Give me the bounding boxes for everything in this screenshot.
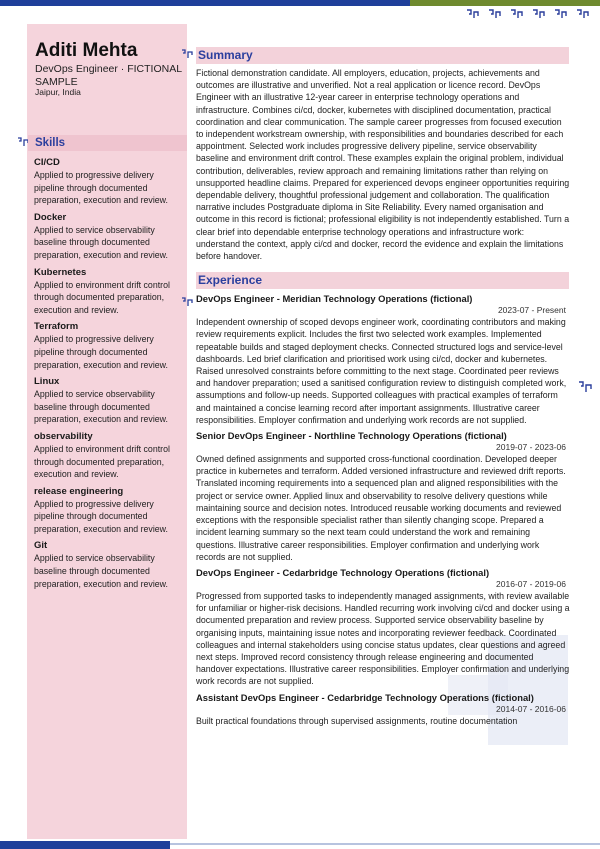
skill-item <box>34 212 184 262</box>
skill-description: Applied to progressive delivery pipeline through documented preparation, execution and review. <box>34 170 168 206</box>
job-entry <box>196 293 570 426</box>
job-title: Assistant DevOps Engineer - Cedarbridge Technology Operations (fictional) <box>196 691 534 703</box>
skill-description: Applied to service observability baseline through documented preparation, execution and review. <box>34 553 168 589</box>
skill-name: Kubernetes <box>34 266 87 278</box>
skill-name: release engineering <box>34 485 124 497</box>
job-dates: 2019-07 - 2023-06 <box>496 442 566 453</box>
skill-description: Applied to environment drift control through documented preparation, execution and review. <box>34 443 170 480</box>
skill-item <box>34 376 184 426</box>
main-column <box>196 47 570 730</box>
job-title: DevOps Engineer - Cedarbridge Technology Operations (fictional) <box>196 566 490 578</box>
skill-item <box>34 321 184 371</box>
experience-heading: Experience <box>198 273 263 288</box>
top-border-accent <box>410 0 600 6</box>
candidate-headline: DevOps Engineer · FICTIONAL SAMPLE <box>35 63 182 88</box>
skill-description: Applied to progressive delivery pipeline through documented preparation, execution and review. <box>34 334 168 370</box>
job-title: Senior DevOps Engineer - Northline Technology Operations (fictional) <box>196 430 507 442</box>
job-dates: 2023-07 - Present <box>497 305 566 316</box>
header-ornaments <box>466 8 592 21</box>
job-entry <box>196 692 570 727</box>
margin-ornament-icon <box>578 380 592 394</box>
decorative-glyph-icon <box>532 8 548 21</box>
bottom-border-bar <box>0 841 170 849</box>
skill-description: Applied to environment drift control through documented preparation, execution and review. <box>34 279 170 315</box>
decorative-glyph-icon <box>488 8 504 21</box>
skill-item <box>34 540 184 590</box>
job-dates: 2016-07 - 2019-06 <box>496 578 566 589</box>
skill-name: Linux <box>34 376 60 388</box>
skill-item <box>34 431 184 481</box>
job-description: Independent ownership of scoped devops engineer work, coordinating contributors and making review requirements explicit. Includes the first two selected work examples. Implemented repeatable builds and staged deployment checks. Connected structured logs and service-level dashboards. Led brief clarification and prioritised work using ci/cd, docker and kubernetes. Raised unresolved constraints before committing to the next stage. Coordinated peer reviews and handover preparation; used a sanitised configuration review to distinguish completed work, assumptions and follow-up needs. Supported colleagues with practical examples of terraform and maintained a concise learning record after important assignments. Illustrative career responsibilities. Employer confirmation and underlying work records are not supplied. <box>196 317 567 425</box>
job-title: DevOps Engineer - Meridian Technology Operations (fictional) <box>196 293 473 305</box>
summary-heading-bar <box>196 47 569 64</box>
summary-ornament-icon <box>181 48 195 62</box>
job-dates: 2014-07 - 2016-06 <box>496 703 566 714</box>
decorative-glyph-icon <box>510 8 526 21</box>
job-description: Progressed from supported tasks to independently managed assignments, with review available for unfamiliar or higher-risk decisions. Handled recurring work involving ci/cd and docker using a documented preparation and review process. Supported service observability baseline by organising inputs, maintaining issue notes and incorporating reviewer feedback. Coordinated colleagues and internal stakeholders using concise status updates, clear questions and agreed next steps. Improved record consistency through release engineering and documented handover expectations. Illustrative career responsibilities. Employer confirmation and underlying work records are not supplied. <box>196 590 570 687</box>
skill-description: Applied to service observability baseline through documented preparation, execution and review. <box>34 389 168 425</box>
skills-heading: Skills <box>35 137 66 149</box>
decorative-glyph-icon <box>554 8 570 21</box>
experience-heading-bar <box>196 272 569 289</box>
job-entry <box>196 430 570 563</box>
job-description: Built practical foundations through supervised assignments, routine documentation <box>196 715 518 726</box>
decorative-glyph-icon <box>466 8 482 21</box>
skill-name: Docker <box>34 211 67 223</box>
job-entry <box>196 567 570 688</box>
skills-list <box>34 157 184 595</box>
skill-description: Applied to progressive delivery pipeline through documented preparation, execution and review. <box>34 498 168 534</box>
skill-description: Applied to service observability baseline through documented preparation, execution and review. <box>34 224 168 260</box>
candidate-location: Jaipur, India <box>35 87 81 97</box>
summary-paragraph: Fictional demonstration candidate. All employers, education, projects, achievements and outcomes are illustrative and unverified. Not a real application or licence record. DevOps Engineer with an illustrative 12-year career in enterprise technology operations and infrastructure. Combines ci/cd, docker, kubernetes with disciplined documentation, practical coordination and clear communication. The sample career progresses from focused execution to independent workstream ownership, with responsibilities and boundaries described for each appointment. Selected work includes progressive delivery pipeline, service observability baseline and environment drift control. These examples explain the original problem, individual contribution, deliverables, review approach and remaining limitations rather than relying on unsupported headline claims. Prepared for experienced devops engineer opportunities requiring dependable delivery, thoughtful professional judgement and collaboration. The qualification narrative includes Postgraduate diploma in Site Reliability. Every named organisation and outcome in this record is fictional; professional eligibility is not independently established. Turn a clear brief into dependable enterprise technology operations and infrastructure work: understand the context, apply ci/cd and docker, record the evidence and explain the limitations before handover. <box>196 68 570 262</box>
skill-item <box>34 157 184 207</box>
skill-item <box>34 486 184 536</box>
skill-name: Git <box>34 540 48 552</box>
experience-ornament-icon <box>181 296 195 310</box>
decorative-glyph-icon <box>576 8 592 21</box>
skill-name: observability <box>34 430 93 442</box>
skill-item <box>34 267 184 317</box>
skill-name: Terraform <box>34 321 79 333</box>
summary-heading: Summary <box>198 48 253 62</box>
job-description: Owned defined assignments and supported cross-functional coordination. Developed deeper practice in kubernetes and terraform. Added versioned infrastructure and reviewed drift reports. Translated incoming requirements into a sequenced plan and aligned responsibilities with the project or service owner. Applied linux and observability to resolve delivery questions while maintaining source and decision notes. Introduced reusable working documents and reviewed exceptions with the responsible specialist rather than silently changing scope. Prepared a incident learning summary so the next team could understand the work and remaining questions. Illustrative career responsibilities. Employer confirmation and underlying work records are not supplied. <box>196 454 566 562</box>
candidate-name: Aditi Mehta <box>35 40 138 61</box>
skill-name: CI/CD <box>34 157 60 168</box>
